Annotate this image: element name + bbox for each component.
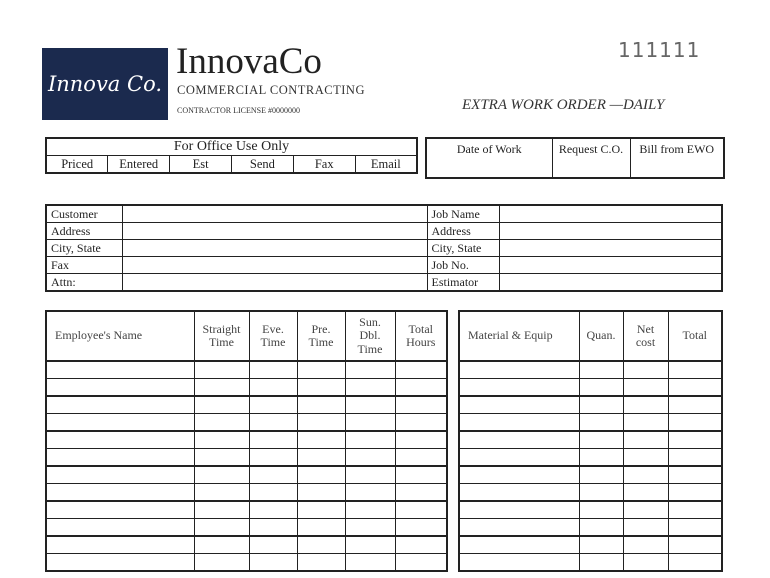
office-use-title: For Office Use Only xyxy=(46,138,417,156)
table-cell[interactable] xyxy=(46,361,194,379)
customer-job-table xyxy=(45,204,723,292)
table-cell[interactable] xyxy=(46,431,194,449)
table-cell[interactable] xyxy=(297,379,345,397)
table-cell[interactable] xyxy=(194,519,249,537)
table-cell[interactable] xyxy=(623,361,668,379)
table-row xyxy=(46,414,447,432)
table-cell[interactable] xyxy=(579,519,623,537)
table-cell[interactable] xyxy=(395,554,447,572)
table-row xyxy=(459,554,722,572)
table-cell[interactable] xyxy=(459,449,579,467)
table-row xyxy=(459,536,722,554)
table-cell[interactable] xyxy=(668,484,722,502)
table-cell[interactable] xyxy=(345,361,395,379)
table-cell[interactable] xyxy=(459,501,579,519)
info-row xyxy=(46,240,722,257)
table-cell[interactable] xyxy=(459,466,579,484)
dates-table xyxy=(425,137,725,179)
info-row xyxy=(46,274,722,292)
company-name: InnovaCo xyxy=(176,41,322,82)
table-cell[interactable] xyxy=(579,379,623,397)
table-cell[interactable] xyxy=(459,414,579,432)
table-cell[interactable] xyxy=(194,484,249,502)
info-label-left: Customer xyxy=(46,205,122,223)
column-header: Employee's Name xyxy=(46,311,194,361)
table-cell[interactable] xyxy=(579,414,623,432)
column-header: Net cost xyxy=(623,311,668,361)
table-cell[interactable] xyxy=(297,536,345,554)
table-cell[interactable] xyxy=(395,431,447,449)
office-field-email[interactable]: Email xyxy=(355,156,417,174)
table-cell[interactable] xyxy=(668,379,722,397)
table-cell[interactable] xyxy=(395,379,447,397)
table-cell[interactable] xyxy=(623,431,668,449)
info-label-left: Address xyxy=(46,223,122,240)
table-cell[interactable] xyxy=(249,431,297,449)
table-cell[interactable] xyxy=(345,536,395,554)
info-input-right[interactable] xyxy=(499,274,722,292)
table-cell[interactable] xyxy=(46,449,194,467)
table-cell[interactable] xyxy=(249,519,297,537)
bill-from-ewo-field[interactable]: Bill from EWO xyxy=(630,138,724,178)
table-cell[interactable] xyxy=(194,466,249,484)
table-row xyxy=(459,466,722,484)
table-cell[interactable] xyxy=(668,431,722,449)
table-row xyxy=(46,519,447,537)
column-header: Pre. Time xyxy=(297,311,345,361)
table-cell[interactable] xyxy=(395,361,447,379)
table-row xyxy=(46,361,447,379)
info-input-left[interactable] xyxy=(122,223,427,240)
info-input-left[interactable] xyxy=(122,274,427,292)
table-cell[interactable] xyxy=(579,466,623,484)
form-number: 111111 xyxy=(618,38,701,62)
table-cell[interactable] xyxy=(297,396,345,414)
info-input-right[interactable] xyxy=(499,223,722,240)
table-row xyxy=(46,501,447,519)
table-cell[interactable] xyxy=(459,484,579,502)
form-title: EXTRA WORK ORDER —DAILY xyxy=(462,97,665,113)
table-cell[interactable] xyxy=(668,501,722,519)
table-row xyxy=(46,484,447,502)
table-cell[interactable] xyxy=(194,554,249,572)
table-cell[interactable] xyxy=(459,431,579,449)
info-input-right[interactable] xyxy=(499,240,722,257)
table-row xyxy=(46,466,447,484)
table-row xyxy=(46,449,447,467)
table-row xyxy=(459,379,722,397)
info-label-left: Fax xyxy=(46,257,122,274)
table-row xyxy=(46,431,447,449)
table-cell[interactable] xyxy=(459,536,579,554)
table-cell[interactable] xyxy=(395,519,447,537)
table-cell[interactable] xyxy=(297,554,345,572)
request-co-field[interactable]: Request C.O. xyxy=(552,138,630,178)
table-cell[interactable] xyxy=(623,466,668,484)
table-cell[interactable] xyxy=(46,379,194,397)
table-cell[interactable] xyxy=(249,361,297,379)
table-cell[interactable] xyxy=(395,396,447,414)
table-cell[interactable] xyxy=(194,449,249,467)
table-cell[interactable] xyxy=(623,379,668,397)
office-use-table xyxy=(45,137,418,174)
table-cell[interactable] xyxy=(46,484,194,502)
table-cell[interactable] xyxy=(249,484,297,502)
table-cell[interactable] xyxy=(345,501,395,519)
company-subtitle: COMMERCIAL CONTRACTING xyxy=(177,83,365,97)
table-cell[interactable] xyxy=(668,466,722,484)
table-cell[interactable] xyxy=(668,554,722,572)
table-cell[interactable] xyxy=(668,396,722,414)
info-row xyxy=(46,257,722,274)
table-cell[interactable] xyxy=(623,554,668,572)
table-row xyxy=(459,431,722,449)
table-row xyxy=(459,414,722,432)
table-cell[interactable] xyxy=(249,414,297,432)
table-cell[interactable] xyxy=(297,361,345,379)
table-cell[interactable] xyxy=(249,466,297,484)
table-cell[interactable] xyxy=(46,501,194,519)
info-input-left[interactable] xyxy=(122,240,427,257)
office-field-fax[interactable]: Fax xyxy=(293,156,355,174)
table-cell[interactable] xyxy=(249,501,297,519)
table-cell[interactable] xyxy=(249,536,297,554)
table-cell[interactable] xyxy=(249,554,297,572)
table-cell[interactable] xyxy=(194,361,249,379)
office-field-send[interactable]: Send xyxy=(231,156,293,174)
table-cell[interactable] xyxy=(345,431,395,449)
table-cell[interactable] xyxy=(579,449,623,467)
info-label-right: Estimator xyxy=(427,274,499,292)
table-cell[interactable] xyxy=(459,396,579,414)
table-cell[interactable] xyxy=(249,379,297,397)
materials-table xyxy=(458,310,723,572)
table-cell[interactable] xyxy=(668,536,722,554)
table-cell[interactable] xyxy=(459,554,579,572)
info-label-right: Job No. xyxy=(427,257,499,274)
column-header: Quan. xyxy=(579,311,623,361)
column-header: Total Hours xyxy=(395,311,447,361)
table-cell[interactable] xyxy=(46,396,194,414)
date-of-work-field[interactable]: Date of Work xyxy=(426,138,552,178)
table-cell[interactable] xyxy=(579,484,623,502)
info-input-right[interactable] xyxy=(499,205,722,223)
table-cell[interactable] xyxy=(459,519,579,537)
table-cell[interactable] xyxy=(249,449,297,467)
table-row xyxy=(459,449,722,467)
table-cell[interactable] xyxy=(459,379,579,397)
table-cell[interactable] xyxy=(345,414,395,432)
contractor-license: CONTRACTOR LICENSE #0000000 xyxy=(177,106,300,115)
table-cell[interactable] xyxy=(194,501,249,519)
table-cell[interactable] xyxy=(345,396,395,414)
table-cell[interactable] xyxy=(345,449,395,467)
table-row xyxy=(459,501,722,519)
table-cell[interactable] xyxy=(623,519,668,537)
table-row xyxy=(46,396,447,414)
office-field-entered[interactable]: Entered xyxy=(108,156,170,174)
info-input-left[interactable] xyxy=(122,205,427,223)
info-row xyxy=(46,205,722,223)
table-cell[interactable] xyxy=(46,554,194,572)
table-cell[interactable] xyxy=(345,554,395,572)
table-row xyxy=(46,554,447,572)
table-cell[interactable] xyxy=(395,536,447,554)
office-field-priced[interactable]: Priced xyxy=(46,156,108,174)
table-cell[interactable] xyxy=(194,379,249,397)
table-cell[interactable] xyxy=(297,484,345,502)
table-cell[interactable] xyxy=(579,536,623,554)
table-cell[interactable] xyxy=(194,431,249,449)
table-cell[interactable] xyxy=(46,466,194,484)
table-row xyxy=(459,484,722,502)
table-cell[interactable] xyxy=(579,501,623,519)
column-header: Straight Time xyxy=(194,311,249,361)
table-cell[interactable] xyxy=(345,519,395,537)
info-input-left[interactable] xyxy=(122,257,427,274)
table-row xyxy=(459,396,722,414)
info-label-right: Address xyxy=(427,223,499,240)
info-input-right[interactable] xyxy=(499,257,722,274)
office-field-est[interactable]: Est xyxy=(170,156,232,174)
info-label-left: City, State xyxy=(46,240,122,257)
table-cell[interactable] xyxy=(297,501,345,519)
company-logo xyxy=(42,48,168,120)
table-cell[interactable] xyxy=(297,414,345,432)
info-label-right: Job Name xyxy=(427,205,499,223)
table-row xyxy=(459,519,722,537)
table-cell[interactable] xyxy=(668,361,722,379)
table-cell[interactable] xyxy=(297,431,345,449)
table-cell[interactable] xyxy=(668,414,722,432)
table-cell[interactable] xyxy=(668,519,722,537)
labor-table xyxy=(45,310,448,572)
table-cell[interactable] xyxy=(623,501,668,519)
table-cell[interactable] xyxy=(459,361,579,379)
table-cell[interactable] xyxy=(395,484,447,502)
table-cell[interactable] xyxy=(297,519,345,537)
table-cell[interactable] xyxy=(395,449,447,467)
table-cell[interactable] xyxy=(579,554,623,572)
column-header: Sun. Dbl. Time xyxy=(345,311,395,361)
table-cell[interactable] xyxy=(345,484,395,502)
table-cell[interactable] xyxy=(623,449,668,467)
table-cell[interactable] xyxy=(668,449,722,467)
table-row xyxy=(459,361,722,379)
info-row xyxy=(46,223,722,240)
table-cell[interactable] xyxy=(297,466,345,484)
table-cell[interactable] xyxy=(345,379,395,397)
table-cell[interactable] xyxy=(623,414,668,432)
table-cell[interactable] xyxy=(194,396,249,414)
column-header: Material & Equip xyxy=(459,311,579,361)
table-cell[interactable] xyxy=(579,431,623,449)
table-cell[interactable] xyxy=(623,536,668,554)
column-header: Total xyxy=(668,311,722,361)
table-cell[interactable] xyxy=(194,414,249,432)
table-cell[interactable] xyxy=(579,361,623,379)
table-cell[interactable] xyxy=(46,414,194,432)
table-row xyxy=(46,536,447,554)
table-cell[interactable] xyxy=(623,484,668,502)
table-cell[interactable] xyxy=(395,414,447,432)
logo-text: Innova Co. xyxy=(47,72,163,96)
table-cell[interactable] xyxy=(395,466,447,484)
table-cell[interactable] xyxy=(249,396,297,414)
info-label-right: City, State xyxy=(427,240,499,257)
table-cell[interactable] xyxy=(46,536,194,554)
table-cell[interactable] xyxy=(297,449,345,467)
table-cell[interactable] xyxy=(194,536,249,554)
table-cell[interactable] xyxy=(46,519,194,537)
column-header: Eve. Time xyxy=(249,311,297,361)
table-cell[interactable] xyxy=(395,501,447,519)
table-cell[interactable] xyxy=(345,466,395,484)
table-cell[interactable] xyxy=(579,396,623,414)
table-row xyxy=(46,379,447,397)
info-label-left: Attn: xyxy=(46,274,122,292)
table-cell[interactable] xyxy=(623,396,668,414)
